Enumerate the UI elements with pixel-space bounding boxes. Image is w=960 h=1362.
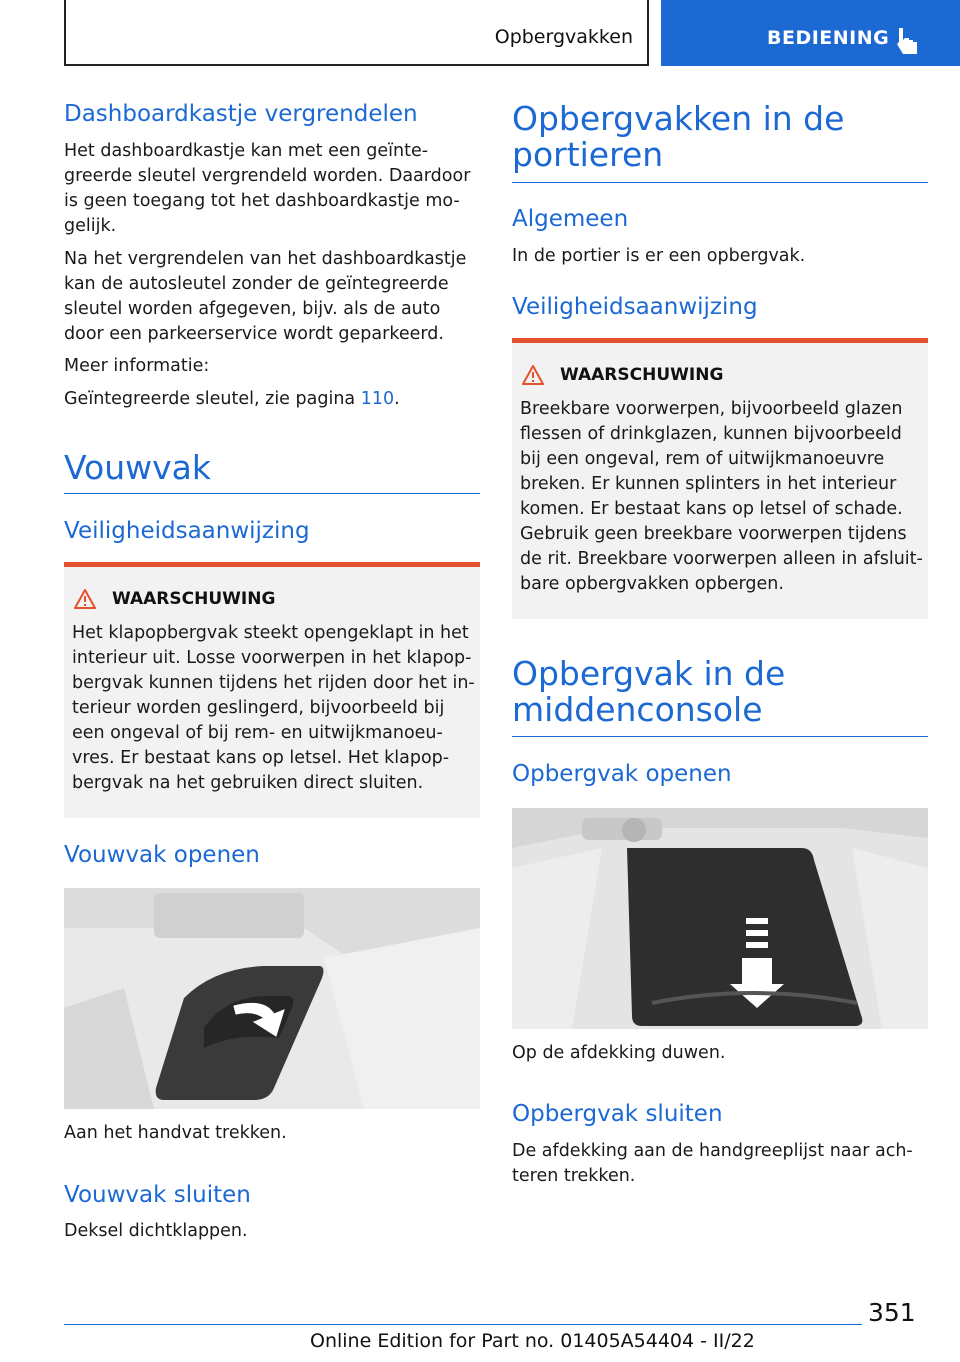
vouwvak-open-caption: Aan het handvat trekken.: [64, 1123, 287, 1143]
vouwvak-title-rule: [64, 493, 480, 494]
door-storage-title: Opbergvakken in de portieren: [512, 99, 845, 174]
door-safety-heading: Veiligheidsaanwijzing: [512, 294, 758, 320]
integrated-key-reference: [64, 387, 480, 412]
vouwvak-close-heading: Vouwvak sluiten: [64, 1182, 251, 1208]
console-close-text: De afdekking aan de handgreeplijst naar ach-teren trekken.: [512, 1141, 913, 1186]
vouwvak-title: Vouwvak: [64, 448, 211, 487]
vouwvak-warning-box: [64, 562, 480, 818]
dashboard-lock-heading: Dashboardkastje vergrendelen: [64, 101, 418, 127]
door-storage-title-rule: [512, 182, 928, 183]
warning-header: [522, 365, 723, 385]
warning-title: WAARSCHUWING: [560, 365, 724, 385]
page-number: 351: [868, 1298, 916, 1327]
warning-title: WAARSCHUWING: [112, 589, 276, 609]
warning-text: Het klapopbergvak steekt opengeklapt in het interieur uit. Losse voorwerpen in het klapop-bergvak kunnen tijdens het rijden door het in-terieur worden geslingerd, bijvoorbeeld bij een ongeval of bij rem- en uitwijkmanoeu-vres. Er bestaat kans op letsel. Het klapop-bergvak na het gebruiken direct sluiten.: [72, 623, 475, 793]
dashboard-lock-paragraph-1: Het dashboardkastje kan met een geïnte-greerde sleutel vergrendeld worden. Daardoor is geen toegang tot het dashboardkastje mo-gelijk.: [64, 141, 471, 236]
reference-text: Geïntegreerde sleutel, zie pagina: [64, 389, 356, 409]
more-info-label: Meer informatie:: [64, 356, 210, 376]
general-heading: Algemeen: [512, 206, 629, 232]
header-section-title: Opbergvakken: [494, 26, 633, 48]
page-link-110[interactable]: 110: [360, 389, 395, 409]
vouwvak-safety-heading: Veiligheidsaanwijzing: [64, 518, 310, 544]
console-open-photo: [512, 808, 928, 1029]
console-illustration: [512, 808, 928, 1029]
console-close-heading: Opbergvak sluiten: [512, 1101, 723, 1127]
warning-triangle-icon: [74, 589, 96, 609]
footer-rule: [64, 1324, 862, 1325]
reference-period: .: [394, 389, 400, 409]
console-open-heading: Opbergvak openen: [512, 761, 732, 787]
vouwvak-open-photo: [64, 888, 480, 1109]
header-chapter-tab[interactable]: [661, 0, 960, 66]
footer-edition: Online Edition for Part no. 01405A54404 - II/22: [310, 1330, 755, 1352]
vouwvak-open-heading: Vouwvak openen: [64, 842, 260, 868]
center-console-title: Opbergvak in de middenconsole: [512, 654, 786, 729]
console-open-caption: Op de afdekking duwen.: [512, 1043, 726, 1063]
center-console-title-rule: [512, 736, 928, 737]
pointing-hand-icon: [895, 26, 921, 56]
header-section-box: [64, 0, 649, 66]
vouwvak-close-text: Deksel dichtklappen.: [64, 1221, 248, 1241]
dashboard-lock-paragraph-2: Na het vergrendelen van het dashboardkastje kan de autosleutel zonder de geïntegreerde sleutel worden afgegeven, bijv. als de auto door een parkeerservice wordt geparkeerd.: [64, 249, 467, 344]
warning-triangle-icon: [522, 365, 544, 385]
warning-header: [74, 589, 275, 609]
general-text: In de portier is er een opbergvak.: [512, 246, 806, 266]
header-chapter-label: BEDIENING: [767, 27, 890, 49]
glovebox-illustration: [64, 888, 480, 1109]
warning-text: Breekbare voorwerpen, bijvoorbeeld glazen flessen of drinkglazen, kunnen bijvoorbeeld bij een ongeval, rem of uitwijkmanoeuvre breken. Er kunnen splinters in het interieur komen. Er bestaat kans op letsel of schade. Gebruik geen breekbare voorwerpen tijdens de rit. Breekbare voorwerpen alleen in afsluit-bare opbergvakken opbergen.: [520, 399, 923, 594]
door-warning-box: [512, 338, 928, 619]
